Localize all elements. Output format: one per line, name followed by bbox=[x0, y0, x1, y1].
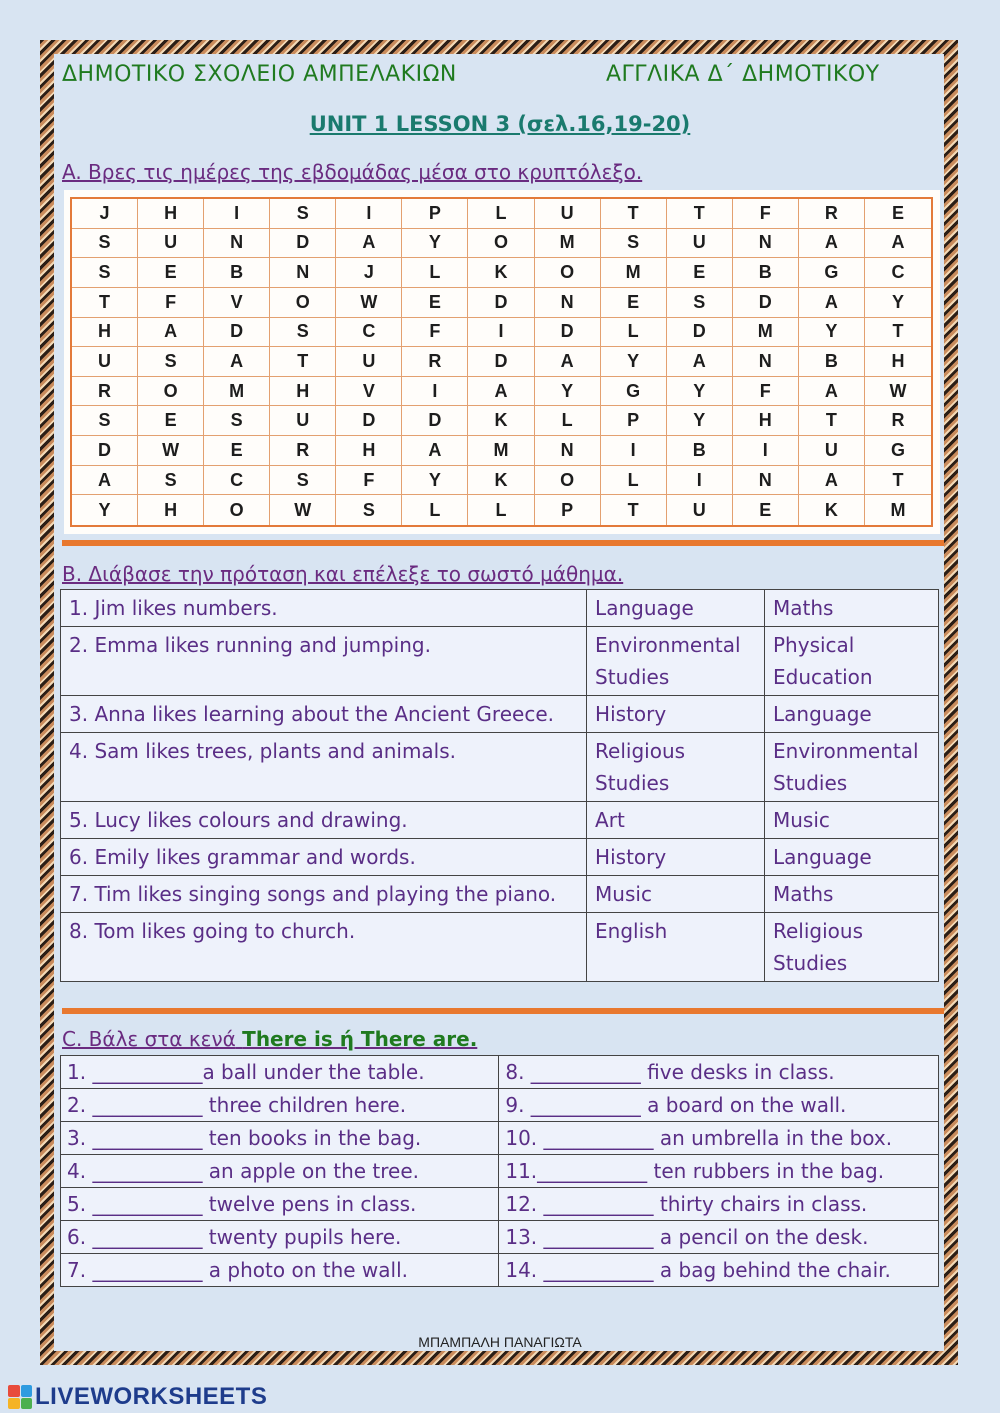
word-search-cell[interactable]: J bbox=[336, 258, 402, 288]
word-search-cell[interactable]: A bbox=[865, 229, 931, 259]
word-search-cell[interactable]: B bbox=[204, 258, 270, 288]
word-search-cell[interactable]: D bbox=[204, 318, 270, 348]
subject-name: ΑΓΓΛΙΚΑ Δ΄ ΔΗΜΟΤΙΚΟΥ bbox=[606, 62, 880, 87]
word-search-cell[interactable]: D bbox=[468, 288, 534, 318]
fill-in-blank-sentence[interactable]: 6. ___________ twenty pupils here. bbox=[61, 1221, 499, 1254]
fill-in-blank-sentence[interactable]: 1. ___________a ball under the table. bbox=[61, 1056, 499, 1089]
word-search-cell[interactable]: K bbox=[468, 258, 534, 288]
word-search-cell[interactable]: T bbox=[799, 406, 865, 436]
word-search-cell[interactable]: I bbox=[667, 466, 733, 496]
word-search-cell[interactable]: A bbox=[799, 229, 865, 259]
subject-question-row bbox=[61, 590, 939, 627]
word-search-grid bbox=[70, 197, 933, 527]
question-sentence: 7. Tim likes singing songs and playing the piano. bbox=[61, 876, 587, 913]
subject-option[interactable]: History bbox=[587, 696, 765, 733]
word-search-cell[interactable]: M bbox=[204, 377, 270, 407]
word-search-cell[interactable]: R bbox=[72, 377, 138, 407]
word-search-cell[interactable]: P bbox=[601, 406, 667, 436]
subject-option[interactable]: Art bbox=[587, 802, 765, 839]
word-search-cell[interactable]: K bbox=[468, 466, 534, 496]
question-sentence: 8. Tom likes going to church. bbox=[61, 913, 587, 982]
word-search-cell[interactable]: A bbox=[799, 288, 865, 318]
section-c-title bbox=[62, 1027, 477, 1051]
fill-in-row bbox=[61, 1221, 939, 1254]
word-search-cell[interactable]: Y bbox=[72, 495, 138, 525]
liveworksheets-icon bbox=[8, 1385, 32, 1409]
word-search-cell[interactable]: H bbox=[72, 318, 138, 348]
fill-in-blank-sentence[interactable]: 11.___________ ten rubbers in the bag. bbox=[499, 1155, 939, 1188]
word-search-cell[interactable]: Y bbox=[667, 406, 733, 436]
word-search-panel bbox=[64, 190, 940, 534]
question-sentence: 6. Emily likes grammar and words. bbox=[61, 839, 587, 876]
word-search-cell[interactable]: W bbox=[270, 495, 336, 525]
word-search-cell[interactable]: S bbox=[138, 347, 204, 377]
word-search-cell[interactable]: M bbox=[601, 258, 667, 288]
word-search-cell[interactable]: A bbox=[138, 318, 204, 348]
word-search-cell[interactable]: E bbox=[138, 258, 204, 288]
word-search-cell[interactable]: R bbox=[799, 199, 865, 229]
word-search-cell[interactable]: A bbox=[535, 347, 601, 377]
word-search-cell[interactable]: R bbox=[402, 347, 468, 377]
word-search-cell[interactable]: D bbox=[402, 406, 468, 436]
word-search-cell[interactable]: Y bbox=[601, 347, 667, 377]
subject-option[interactable]: Physical Education bbox=[765, 627, 939, 696]
word-search-cell[interactable]: S bbox=[72, 258, 138, 288]
word-search-cell[interactable]: U bbox=[270, 406, 336, 436]
word-search-cell[interactable]: U bbox=[72, 347, 138, 377]
section-b-title: B. Διάβασε την πρόταση και επέλεξε το σωστό μάθημα. bbox=[62, 562, 624, 586]
fill-in-row bbox=[61, 1122, 939, 1155]
word-search-cell[interactable]: M bbox=[733, 318, 799, 348]
word-search-cell[interactable]: A bbox=[667, 347, 733, 377]
word-search-cell[interactable]: S bbox=[270, 466, 336, 496]
word-search-cell[interactable]: T bbox=[601, 199, 667, 229]
word-search-cell[interactable]: E bbox=[865, 199, 931, 229]
word-search-cell[interactable]: U bbox=[667, 229, 733, 259]
word-search-cell[interactable]: E bbox=[138, 406, 204, 436]
word-search-cell[interactable]: O bbox=[535, 258, 601, 288]
word-search-cell[interactable]: F bbox=[138, 288, 204, 318]
word-search-cell[interactable]: H bbox=[336, 436, 402, 466]
word-search-cell[interactable]: S bbox=[72, 229, 138, 259]
fill-in-row bbox=[61, 1089, 939, 1122]
word-search-cell[interactable]: T bbox=[865, 318, 931, 348]
section-c-title-bold: There is ή There are. bbox=[242, 1027, 478, 1051]
word-search-cell[interactable]: O bbox=[535, 466, 601, 496]
word-search-cell[interactable]: D bbox=[535, 318, 601, 348]
liveworksheets-brand: LIVEWORKSHEETS bbox=[35, 1383, 268, 1410]
word-search-cell[interactable]: U bbox=[336, 347, 402, 377]
word-search-cell[interactable]: Y bbox=[402, 466, 468, 496]
fill-in-blank-sentence[interactable]: 10. ___________ an umbrella in the box. bbox=[499, 1122, 939, 1155]
word-search-cell[interactable]: U bbox=[667, 495, 733, 525]
word-search-cell[interactable]: F bbox=[733, 199, 799, 229]
fill-in-blank-sentence[interactable]: 8. ___________ five desks in class. bbox=[499, 1056, 939, 1089]
word-search-cell[interactable]: A bbox=[336, 229, 402, 259]
word-search-cell[interactable]: B bbox=[733, 258, 799, 288]
subject-question-row bbox=[61, 913, 939, 982]
word-search-cell[interactable]: S bbox=[138, 466, 204, 496]
unit-title: UNIT 1 LESSON 3 (σελ.16,19-20) bbox=[309, 112, 691, 136]
section-divider bbox=[62, 1008, 944, 1014]
word-search-cell[interactable]: H bbox=[138, 495, 204, 525]
word-search-cell[interactable]: N bbox=[270, 258, 336, 288]
subject-option[interactable]: Language bbox=[765, 839, 939, 876]
word-search-cell[interactable]: U bbox=[138, 229, 204, 259]
word-search-cell[interactable]: D bbox=[667, 318, 733, 348]
word-search-cell[interactable]: K bbox=[468, 406, 534, 436]
question-sentence: 1. Jim likes numbers. bbox=[61, 590, 587, 627]
fill-in-blank-sentence[interactable]: 9. ___________ a board on the wall. bbox=[499, 1089, 939, 1122]
word-search-cell[interactable]: S bbox=[336, 495, 402, 525]
word-search-cell[interactable]: D bbox=[468, 347, 534, 377]
word-search-cell[interactable]: G bbox=[865, 436, 931, 466]
word-search-cell[interactable]: F bbox=[336, 466, 402, 496]
subject-option[interactable]: Environmental Studies bbox=[587, 627, 765, 696]
subject-question-row bbox=[61, 802, 939, 839]
word-search-cell[interactable]: I bbox=[336, 199, 402, 229]
word-search-cell[interactable]: V bbox=[204, 288, 270, 318]
word-search-cell[interactable]: W bbox=[336, 288, 402, 318]
word-search-cell[interactable]: K bbox=[799, 495, 865, 525]
word-search-cell[interactable]: E bbox=[667, 258, 733, 288]
word-search-cell[interactable]: S bbox=[204, 406, 270, 436]
word-search-cell[interactable]: D bbox=[336, 406, 402, 436]
word-search-cell[interactable]: I bbox=[733, 436, 799, 466]
word-search-cell[interactable]: B bbox=[667, 436, 733, 466]
subject-option[interactable]: Language bbox=[587, 590, 765, 627]
word-search-cell[interactable]: H bbox=[138, 199, 204, 229]
word-search-cell[interactable]: O bbox=[204, 495, 270, 525]
subject-option[interactable]: Music bbox=[587, 876, 765, 913]
word-search-cell[interactable]: I bbox=[402, 377, 468, 407]
word-search-cell[interactable]: J bbox=[72, 199, 138, 229]
word-search-cell[interactable]: A bbox=[72, 466, 138, 496]
word-search-cell[interactable]: T bbox=[270, 347, 336, 377]
liveworksheets-logo bbox=[8, 1383, 267, 1411]
word-search-cell[interactable]: O bbox=[138, 377, 204, 407]
word-search-cell[interactable]: F bbox=[733, 377, 799, 407]
word-search-cell[interactable]: F bbox=[402, 318, 468, 348]
word-search-cell[interactable]: Y bbox=[667, 377, 733, 407]
word-search-cell[interactable]: I bbox=[601, 436, 667, 466]
word-search-cell[interactable]: L bbox=[601, 466, 667, 496]
subject-option[interactable]: Maths bbox=[765, 876, 939, 913]
word-search-cell[interactable]: H bbox=[865, 347, 931, 377]
subjects-table bbox=[60, 589, 939, 982]
subject-option[interactable]: English bbox=[587, 913, 765, 982]
word-search-cell[interactable]: N bbox=[733, 347, 799, 377]
word-search-cell[interactable]: L bbox=[402, 495, 468, 525]
word-search-cell[interactable]: N bbox=[733, 229, 799, 259]
word-search-cell[interactable]: D bbox=[733, 288, 799, 318]
word-search-cell[interactable]: Y bbox=[865, 288, 931, 318]
subject-option[interactable]: Music bbox=[765, 802, 939, 839]
word-search-cell[interactable]: I bbox=[204, 199, 270, 229]
word-search-cell[interactable]: C bbox=[336, 318, 402, 348]
word-search-cell[interactable]: S bbox=[270, 199, 336, 229]
word-search-cell[interactable]: H bbox=[733, 406, 799, 436]
fill-in-row bbox=[61, 1155, 939, 1188]
question-sentence: 3. Anna likes learning about the Ancient Greece. bbox=[61, 696, 587, 733]
word-search-cell[interactable]: D bbox=[270, 229, 336, 259]
word-search-cell[interactable]: M bbox=[890, 499, 906, 520]
word-search-cell[interactable]: R bbox=[865, 406, 931, 436]
subject-question-row bbox=[61, 876, 939, 913]
author-name: ΜΠΑΜΠΑΛΗ ΠΑΝΑΓΙΩΤΑ bbox=[418, 1334, 582, 1350]
word-search-cell[interactable]: G bbox=[799, 258, 865, 288]
word-search-cell[interactable]: L bbox=[468, 199, 534, 229]
word-search-cell[interactable]: A bbox=[799, 377, 865, 407]
word-search-cell[interactable]: L bbox=[402, 258, 468, 288]
word-search-cell[interactable]: S bbox=[72, 406, 138, 436]
word-search-cell[interactable]: N bbox=[204, 229, 270, 259]
fill-in-blank-sentence[interactable]: 12. ___________ thirty chairs in class. bbox=[499, 1188, 939, 1221]
word-search-cell[interactable]: W bbox=[865, 377, 931, 407]
word-search-cell[interactable]: A bbox=[468, 377, 534, 407]
question-sentence: 2. Emma likes running and jumping. bbox=[61, 627, 587, 696]
word-search-cell[interactable]: A bbox=[799, 466, 865, 496]
subject-option[interactable]: Religious Studies bbox=[765, 913, 939, 982]
subject-option[interactable]: Religious Studies bbox=[587, 733, 765, 802]
word-search-cell[interactable]: P bbox=[402, 199, 468, 229]
word-search-cell[interactable]: E bbox=[601, 288, 667, 318]
word-search-cell[interactable]: T bbox=[601, 495, 667, 525]
word-search-cell[interactable]: B bbox=[799, 347, 865, 377]
word-search-cell[interactable]: D bbox=[72, 436, 138, 466]
fill-in-blank-sentence[interactable]: 3. ___________ ten books in the bag. bbox=[61, 1122, 499, 1155]
word-search-cell[interactable]: C bbox=[204, 466, 270, 496]
subject-question-row bbox=[61, 839, 939, 876]
word-search-cell[interactable]: S bbox=[667, 288, 733, 318]
there-is-are-table bbox=[60, 1055, 939, 1287]
section-divider bbox=[62, 540, 944, 546]
word-search-cell[interactable]: Y bbox=[402, 229, 468, 259]
word-search-cell[interactable]: L bbox=[535, 406, 601, 436]
word-search-cell[interactable]: A bbox=[204, 347, 270, 377]
word-search-cell[interactable]: H bbox=[270, 377, 336, 407]
fill-in-blank-sentence[interactable]: 2. ___________ three children here. bbox=[61, 1089, 499, 1122]
school-name: ΔΗΜΟΤΙΚΟ ΣΧΟΛΕΙΟ ΑΜΠΕΛΑΚΙΩΝ bbox=[62, 62, 457, 87]
word-search-cell[interactable]: U bbox=[799, 436, 865, 466]
word-search-cell[interactable]: I bbox=[468, 318, 534, 348]
word-search-cell[interactable]: C bbox=[865, 258, 931, 288]
word-search-cell[interactable]: M bbox=[468, 436, 534, 466]
fill-in-blank-sentence[interactable]: 7. ___________ a photo on the wall. bbox=[61, 1254, 499, 1287]
subject-option[interactable]: History bbox=[587, 839, 765, 876]
question-sentence: 4. Sam likes trees, plants and animals. bbox=[61, 733, 587, 802]
word-search-cell[interactable]: R bbox=[270, 436, 336, 466]
word-search-cell[interactable]: V bbox=[336, 377, 402, 407]
word-search-cell[interactable]: N bbox=[535, 436, 601, 466]
fill-in-blank-sentence[interactable]: 4. ___________ an apple on the tree. bbox=[61, 1155, 499, 1188]
word-search-cell[interactable]: W bbox=[138, 436, 204, 466]
word-search-cell[interactable]: S bbox=[270, 318, 336, 348]
word-search-cell[interactable]: U bbox=[535, 199, 601, 229]
fill-in-row bbox=[61, 1254, 939, 1287]
word-search-cell[interactable]: N bbox=[733, 466, 799, 496]
word-search-cell[interactable]: E bbox=[733, 495, 799, 525]
subject-option[interactable]: Environmental Studies bbox=[765, 733, 939, 802]
subject-option[interactable]: Maths bbox=[765, 590, 939, 627]
word-search-cell[interactable]: N bbox=[535, 288, 601, 318]
word-search-cell[interactable]: E bbox=[402, 288, 468, 318]
fill-in-blank-sentence[interactable]: 14. ___________ a bag behind the chair. bbox=[499, 1254, 939, 1287]
subject-question-row bbox=[61, 627, 939, 696]
fill-in-row bbox=[61, 1188, 939, 1221]
section-c-title-prefix: C. Βάλε στα κενά bbox=[62, 1027, 236, 1051]
word-search-cell[interactable]: Y bbox=[799, 318, 865, 348]
fill-in-row bbox=[61, 1056, 939, 1089]
word-search-cell[interactable]: A bbox=[402, 436, 468, 466]
word-search-cell[interactable]: T bbox=[667, 199, 733, 229]
word-search-cell[interactable]: O bbox=[270, 288, 336, 318]
word-search-cell[interactable]: T bbox=[865, 466, 931, 496]
subject-question-row bbox=[61, 696, 939, 733]
word-search-cell[interactable]: M bbox=[535, 229, 601, 259]
subject-question-row bbox=[61, 733, 939, 802]
word-search-cell[interactable]: T bbox=[72, 288, 138, 318]
fill-in-blank-sentence[interactable]: 13. ___________ a pencil on the desk. bbox=[499, 1221, 939, 1254]
word-search-cell[interactable]: L bbox=[468, 495, 534, 525]
question-sentence: 5. Lucy likes colours and drawing. bbox=[61, 802, 587, 839]
word-search-cell[interactable]: G bbox=[601, 377, 667, 407]
subject-option[interactable]: Language bbox=[765, 696, 939, 733]
word-search-cell[interactable]: P bbox=[535, 495, 601, 525]
word-search-cell[interactable]: O bbox=[468, 229, 534, 259]
word-search-cell[interactable]: E bbox=[204, 436, 270, 466]
word-search-cell[interactable]: L bbox=[601, 318, 667, 348]
section-a-title: A. Βρες τις ημέρες της εβδομάδας μέσα στο κρυπτόλεξο. bbox=[62, 160, 643, 184]
word-search-cell[interactable]: S bbox=[601, 229, 667, 259]
word-search-cell[interactable]: Y bbox=[535, 377, 601, 407]
fill-in-blank-sentence[interactable]: 5. ___________ twelve pens in class. bbox=[61, 1188, 499, 1221]
